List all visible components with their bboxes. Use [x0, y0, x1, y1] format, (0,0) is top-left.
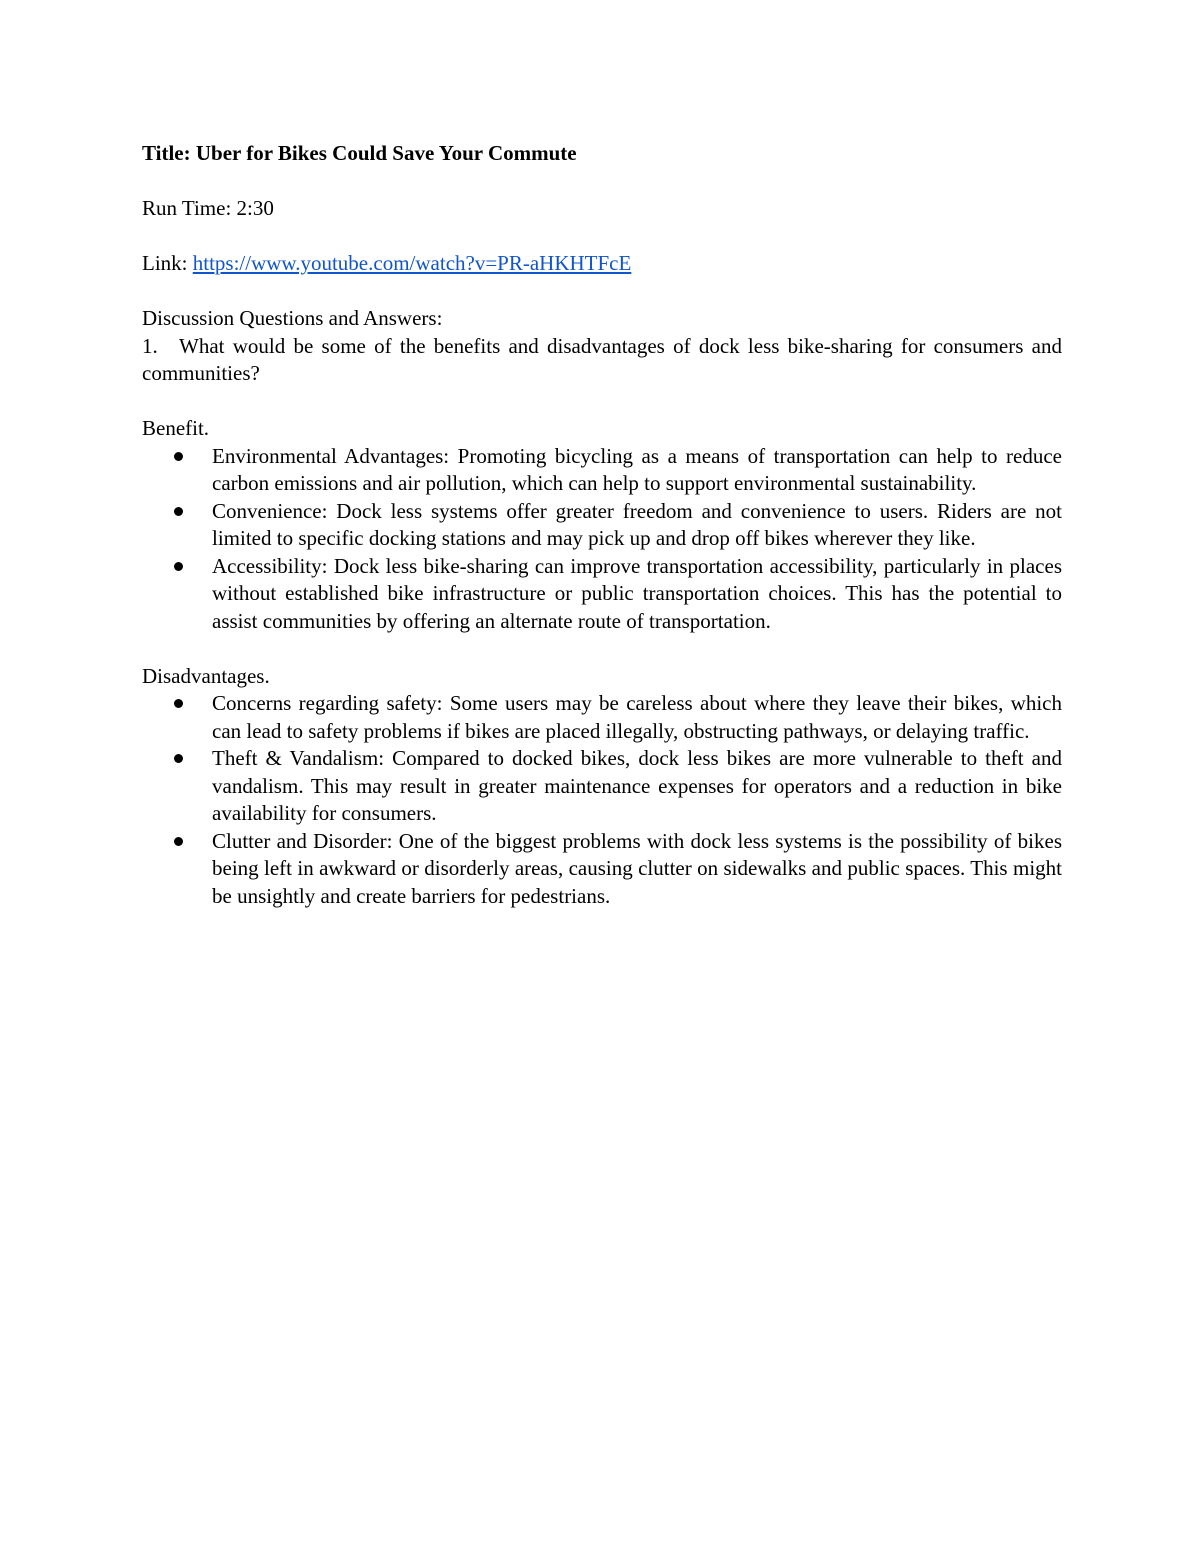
discussion-heading: Discussion Questions and Answers:: [142, 306, 443, 330]
list-item: [142, 745, 1062, 828]
list-item-text: Convenience: Dock less systems offer greater freedom and convenience to users. Riders are not limited to specific docking stations and may pick up and drop off bikes wherever they like.: [212, 498, 1062, 550]
link-line: [142, 250, 1062, 278]
document-page: [142, 140, 1062, 910]
video-link[interactable]: https://www.youtube.com/watch?v=PR-aHKHTFcE: [192, 251, 632, 275]
document-title: Title: Uber for Bikes Could Save Your Commute: [142, 141, 577, 165]
list-item-text: Clutter and Disorder: One of the biggest problems with dock less systems is the possibility of bikes being left in awkward or disorderly areas, causing clutter on sidewalks and public spaces. This might be unsightly and create barriers for pedestrians.: [212, 828, 1062, 908]
run-time: Run Time: 2:30: [142, 196, 274, 220]
disadvantages-heading: Disadvantages.: [142, 663, 270, 688]
list-item: [142, 498, 1062, 553]
list-item: [142, 828, 1062, 911]
benefits-heading: Benefit.: [142, 416, 210, 440]
link-label: Link:: [142, 251, 193, 275]
disadvantages-list: [142, 690, 1062, 910]
bullet-icon: [174, 754, 183, 763]
list-item: [142, 443, 1062, 498]
bullet-icon: [174, 507, 183, 516]
benefits-list: [142, 443, 1062, 636]
list-item-text: Environmental Advantages: Promoting bicycling as a means of transportation can help to reduce carbon emissions and air pollution, which can help to support environmental sustainability.: [212, 443, 1062, 495]
list-item-text: Concerns regarding safety: Some users may be careless about where they leave their bikes, which can lead to safety problems if bikes are placed illegally, obstructing pathways, or delaying traffic.: [212, 691, 1062, 743]
question-1: [142, 333, 1062, 388]
list-item-text: Accessibility: Dock less bike-sharing can improve transportation accessibility, particularly in places without established bike infrastructure or public transportation choices. This has the potential to assist communities by offering an alternate route of transportation.: [212, 553, 1062, 633]
bullet-icon: [174, 452, 183, 461]
question-number: 1.: [142, 333, 158, 358]
question-text: What would be some of the benefits and disadvantages of dock less bike-sharing for consumers and communities?: [142, 333, 1062, 385]
list-item: [142, 553, 1062, 636]
list-item-text: Theft & Vandalism: Compared to docked bikes, dock less bikes are more vulnerable to theft and vandalism. This may result in greater maintenance expenses for operators and a reduction in bike availability for consumers.: [212, 746, 1062, 825]
bullet-icon: [174, 699, 183, 708]
bullet-icon: [174, 837, 183, 846]
bullet-icon: [174, 562, 183, 571]
list-item: [142, 690, 1062, 745]
